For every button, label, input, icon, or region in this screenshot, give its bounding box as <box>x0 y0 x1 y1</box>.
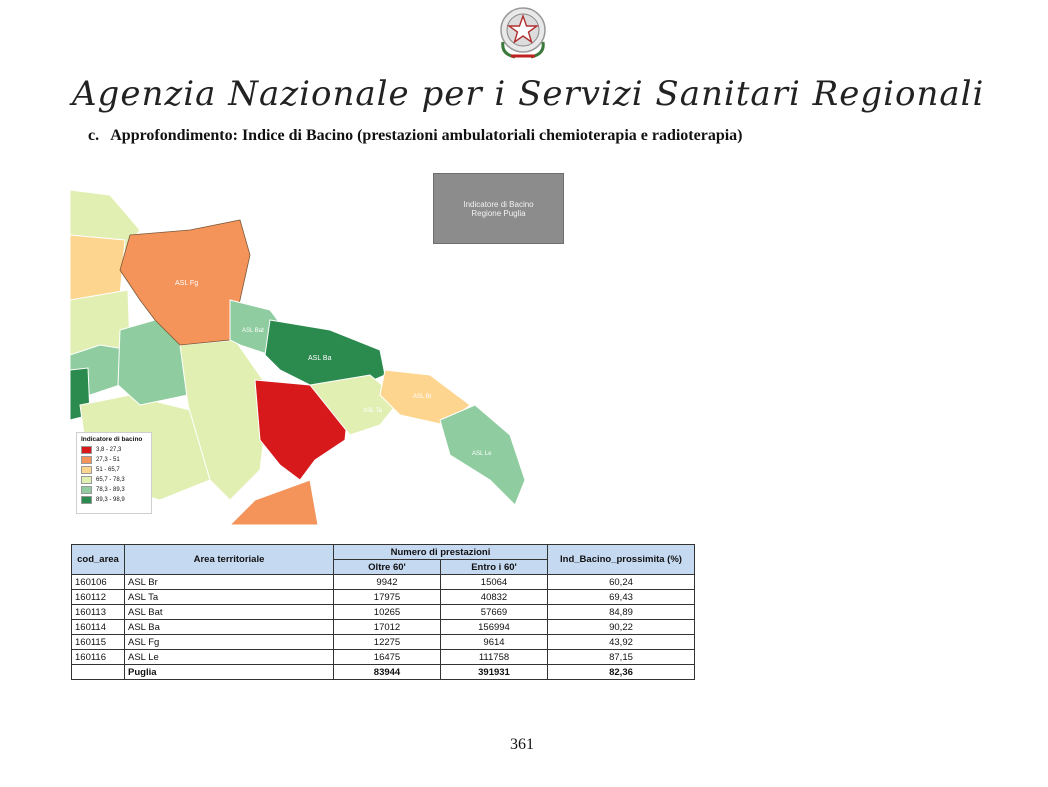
legend-title: Indicatore di bacino <box>81 436 143 443</box>
legend-label: 78,3 - 89,3 <box>96 487 125 493</box>
legend-swatch <box>81 466 92 474</box>
cell-entro: 15064 <box>441 575 548 590</box>
legend-item <box>81 485 147 495</box>
legend-label: 3,8 - 27,3 <box>96 447 122 453</box>
cell-entro: 9614 <box>441 635 548 650</box>
map-label-bat: ASL Bat <box>242 328 264 334</box>
legend-item <box>81 455 147 465</box>
cell-area: ASL Br <box>125 575 334 590</box>
cell-ind: 84,89 <box>548 605 695 620</box>
cell-entro: 111758 <box>441 650 548 665</box>
map-box-line2: Regione Puglia <box>471 208 526 218</box>
header-ind-bacino: Ind_Bacino_prossimita (%) <box>548 545 695 575</box>
cell-area: ASL Fg <box>125 635 334 650</box>
header-cod-area: cod_area <box>72 545 125 575</box>
cell-area: ASL Le <box>125 650 334 665</box>
map-label-br: ASL Br <box>413 394 432 400</box>
cell-area: ASL Bat <box>125 605 334 620</box>
table-row <box>72 635 695 650</box>
section-heading <box>88 127 743 145</box>
legend-item <box>81 445 147 455</box>
cell-code: 160114 <box>72 620 125 635</box>
legend-item <box>81 475 147 485</box>
legend-label: 89,3 - 98,9 <box>96 497 125 503</box>
map-label-le: ASL Le <box>472 451 492 457</box>
cell-ind: 60,24 <box>548 575 695 590</box>
table-total-row <box>72 665 695 680</box>
agency-title: Agenzia Nazionale per i Servizi Sanitari Regionali <box>72 74 985 114</box>
cell-ind: 82,36 <box>548 665 695 680</box>
cell-oltre: 10265 <box>334 605 441 620</box>
cell-area: Puglia <box>125 665 334 680</box>
cell-code: 160112 <box>72 590 125 605</box>
cell-entro: 40832 <box>441 590 548 605</box>
cell-ind: 43,92 <box>548 635 695 650</box>
legend-item <box>81 465 147 475</box>
cell-code: 160115 <box>72 635 125 650</box>
cell-oltre: 9942 <box>334 575 441 590</box>
map-title-box <box>433 173 564 244</box>
header-area: Area territoriale <box>125 545 334 575</box>
section-prefix: c. <box>88 127 100 144</box>
section-title: Approfondimento: Indice di Bacino (prestazioni ambulatoriali chemioterapia e radioterapia) <box>110 127 743 144</box>
cell-oltre: 17012 <box>334 620 441 635</box>
map-label-ta: ASL Ta <box>363 408 383 414</box>
legend-swatch <box>81 486 92 494</box>
legend-swatch <box>81 476 92 484</box>
cell-entro: 391931 <box>441 665 548 680</box>
indice-bacino-table <box>71 544 695 680</box>
legend-label: 27,3 - 51 <box>96 457 120 463</box>
table-row <box>72 605 695 620</box>
italian-emblem-icon <box>493 2 553 62</box>
header-entro: Entro i 60' <box>441 560 548 575</box>
legend-label: 65,7 - 78,3 <box>96 477 125 483</box>
cell-area: ASL Ba <box>125 620 334 635</box>
cell-oltre: 16475 <box>334 650 441 665</box>
table-row <box>72 590 695 605</box>
cell-oltre: 12275 <box>334 635 441 650</box>
cell-ind: 69,43 <box>548 590 695 605</box>
header-numero-prestazioni: Numero di prestazioni <box>334 545 548 560</box>
cell-code: 160113 <box>72 605 125 620</box>
table-row <box>72 575 695 590</box>
cell-ind: 90,22 <box>548 620 695 635</box>
legend-swatch <box>81 456 92 464</box>
cell-code: 160116 <box>72 650 125 665</box>
legend-swatch <box>81 496 92 504</box>
cell-oltre: 17975 <box>334 590 441 605</box>
map-box-line1: Indicatore di Bacino <box>463 199 534 209</box>
map-label-ba: ASL Ba <box>308 355 332 362</box>
page-number: 361 <box>510 736 534 753</box>
table-row <box>72 620 695 635</box>
cell-oltre: 83944 <box>334 665 441 680</box>
legend-label: 51 - 65,7 <box>96 467 120 473</box>
table-row <box>72 650 695 665</box>
cell-entro: 57669 <box>441 605 548 620</box>
cell-code: 160106 <box>72 575 125 590</box>
cell-ind: 87,15 <box>548 650 695 665</box>
header-oltre: Oltre 60' <box>334 560 441 575</box>
map-legend <box>76 432 152 514</box>
legend-item <box>81 495 147 505</box>
cell-entro: 156994 <box>441 620 548 635</box>
cell-area: ASL Ta <box>125 590 334 605</box>
cell-code <box>72 665 125 680</box>
legend-swatch <box>81 446 92 454</box>
map-label-fg: ASL Fg <box>175 280 199 287</box>
